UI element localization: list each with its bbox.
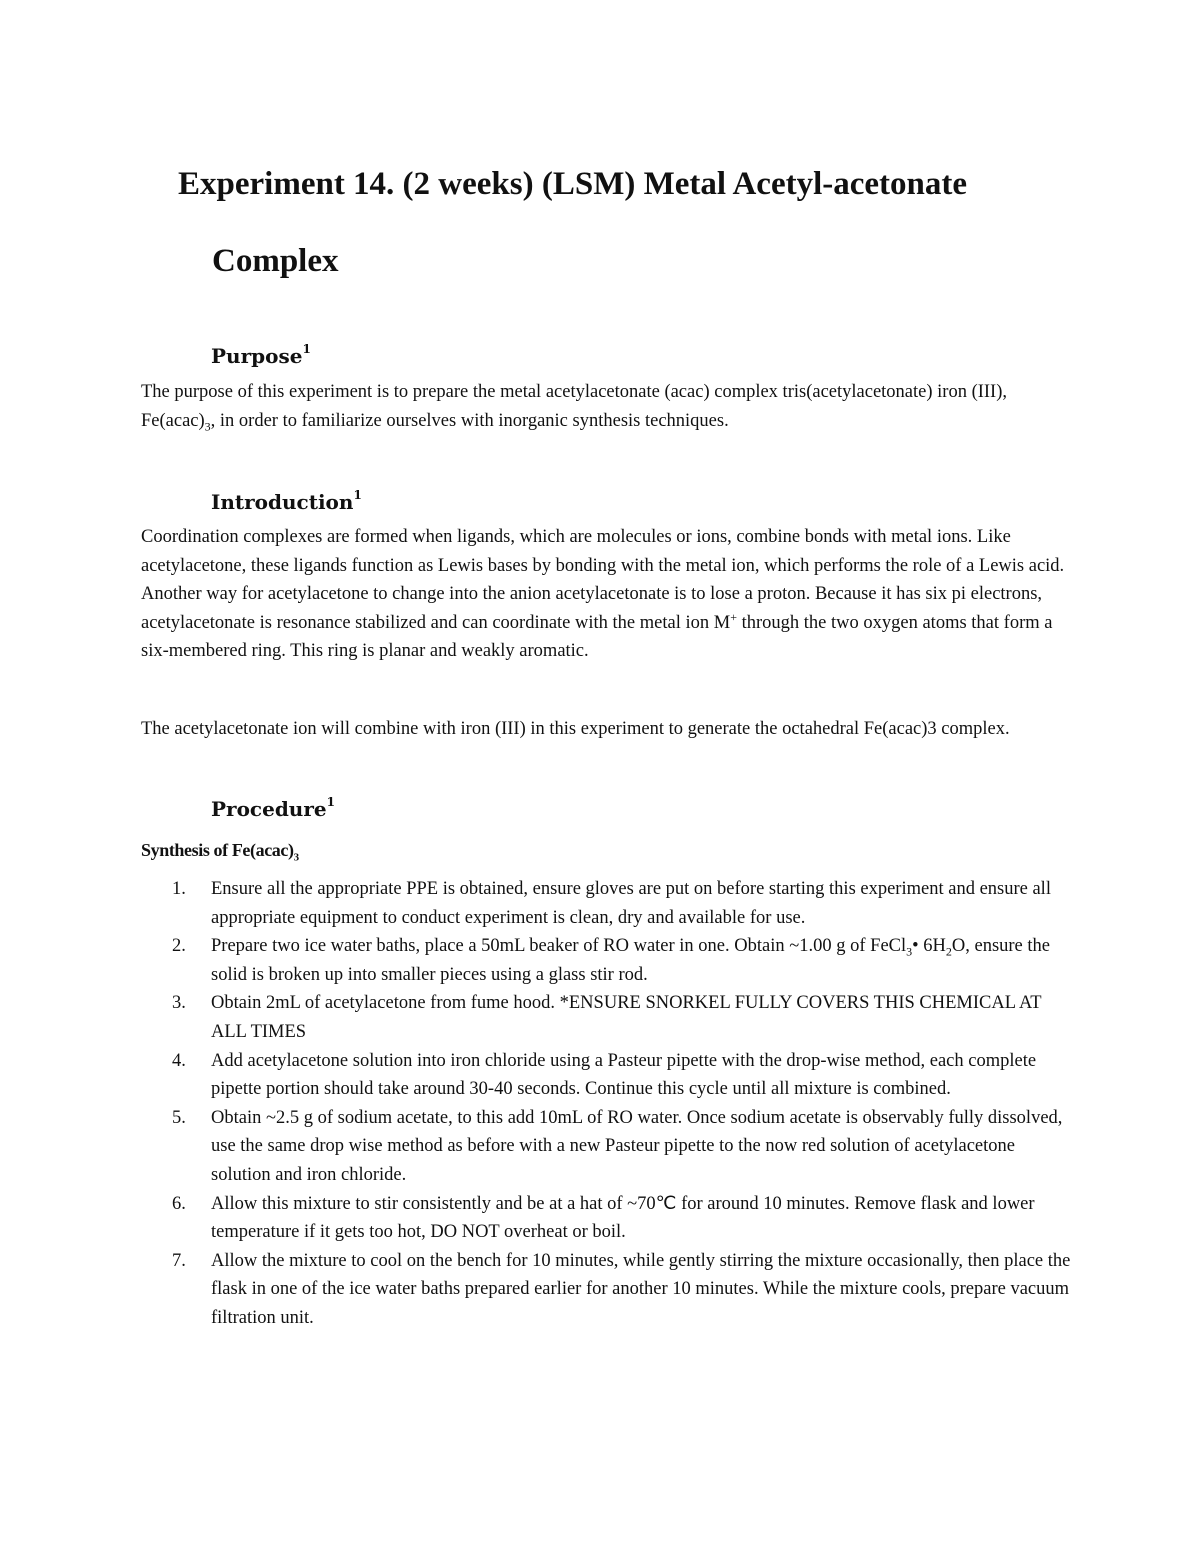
document-title-line-2: Complex — [212, 243, 339, 279]
step-number: 4. — [172, 1050, 186, 1071]
purpose-text-part-b: , in order to familiarize ourselves with inorganic synthesis techniques. — [210, 410, 729, 431]
step-number: 2. — [172, 936, 186, 957]
step-2-subscript-2: 2 — [945, 944, 952, 959]
intro-p1-superscript: + — [730, 609, 737, 624]
step-number: 3. — [172, 993, 186, 1014]
list-item — [0, 989, 1200, 1046]
synthesis-subheading-subscript: 3 — [293, 851, 299, 864]
step-number: 1. — [172, 879, 186, 899]
purpose-paragraph — [141, 378, 1071, 435]
list-item — [0, 875, 1200, 932]
procedure-reference-marker: 1 — [326, 795, 335, 810]
synthesis-subheading — [141, 840, 299, 864]
document-title-line-1: Experiment 14. (2 weeks) (LSM) Metal Acetyl-acetonate — [178, 166, 968, 202]
purpose-reference-marker: 1 — [302, 342, 311, 357]
introduction-heading — [211, 490, 362, 514]
procedure-steps-list — [0, 875, 1200, 1333]
purpose-heading — [211, 344, 311, 368]
step-2-part-c: O, ensure the solid is broken up into smaller pieces using a glass stir rod. — [211, 936, 1050, 985]
synthesis-subheading-text: Synthesis of Fe(acac) — [141, 840, 294, 860]
step-2-subscript-1: 3 — [906, 944, 913, 959]
introduction-reference-marker: 1 — [353, 488, 362, 503]
introduction-paragraph-1 — [141, 523, 1071, 666]
purpose-text-part-a: The purpose of this experiment is to prepare the metal acetylacetonate (acac) complex tris(acetylacetonate) iron (III), Fe(acac) — [141, 382, 1007, 431]
list-item — [0, 1190, 1200, 1247]
intro-p1-part-a: Coordination complexes are formed when ligands, which are molecules or ions, combine bonds with metal ions. Like acetylacetone, these ligands function as Lewis bases by bonding with the metal ion, which performs the role of a Lewis acid. Another way for acetylacetone to change into the anion acetylacetonate is to lose a proton. Because it has six pi electrons, acetylacetonate is resonance stabilized and can coordinate with the metal ion M — [141, 527, 1065, 633]
introduction-paragraph-2: The acetylacetonate ion will combine with iron (III) in this experiment to generate the octahedral Fe(acac)3 complex. — [141, 719, 1010, 739]
step-number: 6. — [172, 1193, 186, 1214]
step-text: Obtain 2mL of acetylacetone from fume hood. *ENSURE SNORKEL FULLY COVERS THIS CHEMICAL AT ALL TIMES — [211, 993, 1042, 1042]
purpose-heading-text: Purpose — [211, 344, 303, 368]
procedure-heading-text: Procedure — [211, 797, 327, 821]
list-item — [0, 1047, 1200, 1104]
step-text — [211, 932, 1071, 989]
list-item — [0, 1104, 1200, 1190]
step-text: Allow this mixture to stir consistently and be at a hat of ~70℃ for around 10 minutes. Remove flask and lower temperature if it gets too hot, DO NOT overheat or boil. — [211, 1193, 1035, 1243]
step-text: Obtain ~2.5 g of sodium acetate, to this add 10mL of RO water. Once sodium acetate is observably fully dissolved, use the same drop wise method as before with a new Pasteur pipette to the now red solution of acetylacetone solution and iron chloride. — [211, 1107, 1063, 1185]
purpose-subscript: 3 — [204, 419, 211, 434]
list-item — [0, 1247, 1200, 1333]
step-text: Add acetylacetone solution into iron chloride using a Pasteur pipette with the drop-wise method, each complete pipette portion should take around 30-40 seconds. Continue this cycle until all mixture is combined. — [211, 1050, 1037, 1100]
procedure-heading — [211, 797, 335, 821]
introduction-heading-text: Introduction — [211, 490, 354, 514]
step-2-part-a: Prepare two ice water baths, place a 50mL beaker of RO water in one. Obtain ~1.00 g of FeCl — [211, 936, 907, 957]
list-item — [0, 932, 1200, 989]
step-text: Allow the mixture to cool on the bench for 10 minutes, while gently stirring the mixture occasionally, then place the flask in one of the ice water baths prepared earlier for another 10 minutes. While the mixture cools, prepare vacuum filtration unit. — [211, 1250, 1071, 1328]
intro-p1-part-b: through the two oxygen atoms that form a six-membered ring. This ring is planar and weakly aromatic. — [141, 612, 1053, 662]
step-number: 5. — [172, 1107, 186, 1128]
step-2-part-b: • 6H — [912, 936, 946, 957]
step-number: 7. — [172, 1250, 186, 1271]
step-text: Ensure all the appropriate PPE is obtained, ensure gloves are put on before starting this experiment and ensure all appropriate equipment to conduct experiment is clean, dry and available for use. — [211, 879, 1051, 928]
